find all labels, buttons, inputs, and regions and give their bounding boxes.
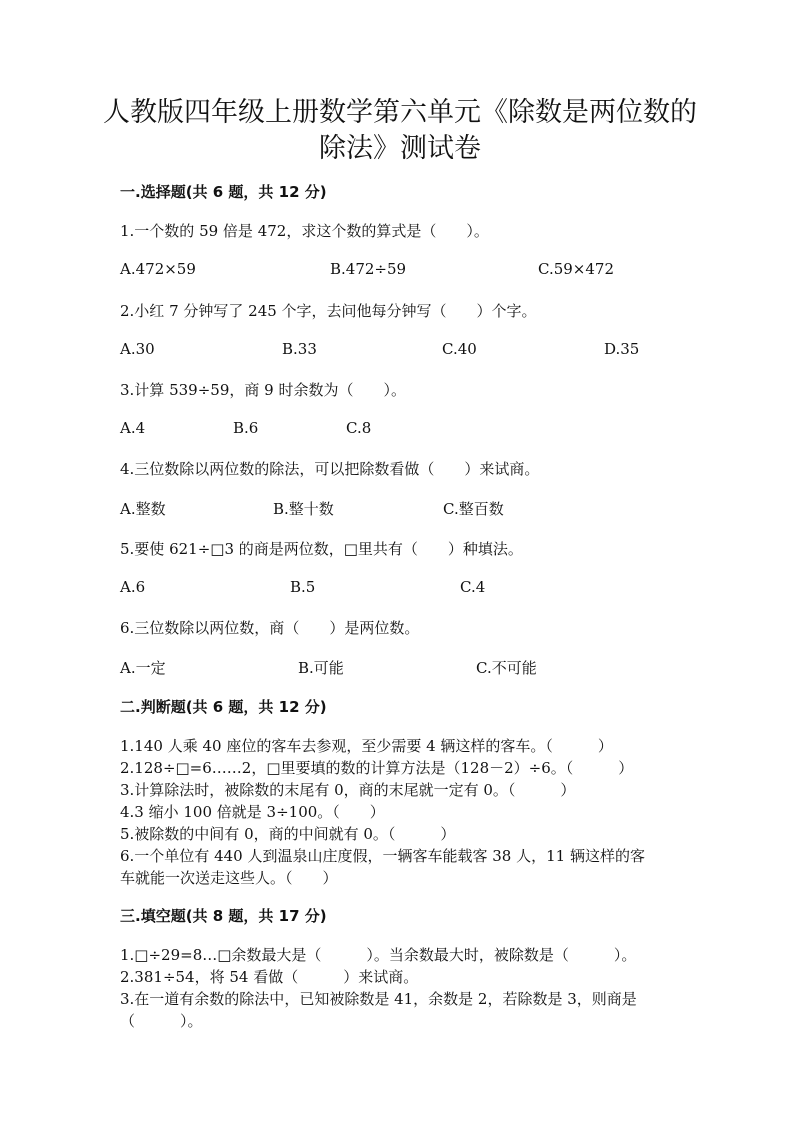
- option-5c: C.4: [460, 578, 486, 596]
- option-3a: A.4: [120, 419, 146, 437]
- question-6: 6.三位数除以两位数，商（ ）是两位数。: [120, 619, 420, 637]
- option-5b: B.5: [290, 578, 316, 596]
- question-2: 2.小红 7 分钟写了 245 个字，去问他每分钟写（ ）个字。: [120, 302, 537, 320]
- option-6b: B.可能: [298, 659, 344, 677]
- option-5a: A.6: [120, 578, 146, 596]
- option-4a: A.整数: [120, 500, 166, 518]
- question-5: 5.要使 621÷□3 的商是两位数，□里共有（ ）种填法。: [120, 540, 523, 558]
- fill-line-3: 3.在一道有余数的除法中，已知被除数是 41，余数是 2，若除数是 3，则商是: [120, 990, 637, 1008]
- fill-line-1: 1.□÷29=8…□余数最大是（ ）。当余数最大时，被除数是（ ）。: [120, 946, 637, 964]
- option-1a: A.472×59: [120, 260, 196, 278]
- option-4b: B.整十数: [273, 500, 334, 518]
- title-line-1: 人教版四年级上册数学第六单元《除数是两位数的: [103, 97, 697, 128]
- option-3c: C.8: [346, 419, 372, 437]
- section-heading-choice: 一.选择题(共 6 题，共 12 分): [120, 183, 327, 201]
- option-2d: D.35: [604, 340, 640, 358]
- judgement-line-4: 4.3 缩小 100 倍就是 3÷100。（ ）: [120, 803, 385, 821]
- option-1c: C.59×472: [538, 260, 614, 278]
- fill-line-3-cont: （ ）。: [120, 1012, 203, 1030]
- section-heading-fill: 三.填空题(共 8 题，共 17 分): [120, 907, 327, 925]
- judgement-line-1: 1.140 人乘 40 座位的客车去参观，至少需要 4 辆这样的客车。（ ）: [120, 737, 613, 755]
- judgement-line-6: 6.一个单位有 440 人到温泉山庄度假，一辆客车能载客 38 人，11 辆这样的客: [120, 847, 645, 865]
- option-6c: C.不可能: [476, 659, 537, 677]
- option-6a: A.一定: [120, 659, 166, 677]
- option-3b: B.6: [233, 419, 259, 437]
- judgement-line-5: 5.被除数的中间有 0，商的中间就有 0。（ ）: [120, 825, 456, 843]
- question-4: 4.三位数除以两位数的除法，可以把除数看做（ ）来试商。: [120, 460, 540, 478]
- section-heading-judgement: 二.判断题(共 6 题，共 12 分): [120, 698, 327, 716]
- judgement-line-2: 2.128÷□=6……2，□里要填的数的计算方法是（128－2）÷6。（ ）: [120, 759, 634, 777]
- question-1: 1.一个数的 59 倍是 472，求这个数的算式是（ ）。: [120, 222, 489, 240]
- option-4c: C.整百数: [443, 500, 504, 518]
- title-line-2: 除法》测试卷: [319, 133, 481, 164]
- option-1b: B.472÷59: [330, 260, 407, 278]
- question-3: 3.计算 539÷59，商 9 时余数为（ ）。: [120, 381, 406, 399]
- option-2c: C.40: [442, 340, 477, 358]
- fill-line-2: 2.381÷54，将 54 看做（ ）来试商。: [120, 968, 419, 986]
- exam-title: [100, 95, 700, 167]
- judgement-line-6-cont: 车就能一次送走这些人。（ ）: [120, 869, 338, 887]
- option-2a: A.30: [120, 340, 155, 358]
- option-2b: B.33: [282, 340, 317, 358]
- judgement-line-3: 3.计算除法时，被除数的末尾有 0，商的末尾就一定有 0。（ ）: [120, 781, 576, 799]
